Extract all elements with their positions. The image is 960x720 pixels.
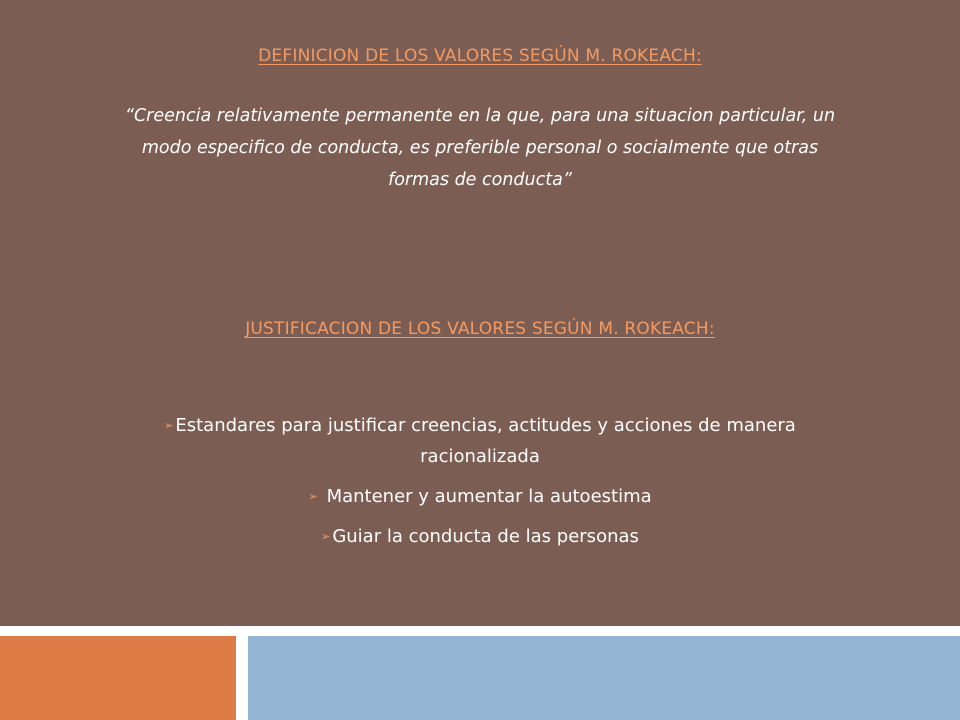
footer-blue-block xyxy=(248,636,960,720)
list-item xyxy=(120,410,840,472)
justification-heading: JUSTIFICACION DE LOS VALORES SEGÚN M. ROKEACH: xyxy=(245,319,715,339)
justification-list xyxy=(120,410,840,561)
definition-heading: DEFINICION DE LOS VALORES SEGÚN M. ROKEACH: xyxy=(258,46,702,66)
list-item xyxy=(120,521,840,552)
list-item-text: Estandares para justificar creencias, actitudes y acciones de manera racionalizada xyxy=(175,415,796,467)
list-item-text: Mantener y aumentar la autoestima xyxy=(326,486,652,507)
arrowhead-right-icon: ➢ xyxy=(321,530,331,543)
list-item-text: Guiar la conducta de las personas xyxy=(332,526,639,547)
arrowhead-right-icon: ➢ xyxy=(164,419,174,432)
footer-orange-block xyxy=(0,636,236,720)
list-item xyxy=(120,481,840,512)
arrowhead-right-icon: ➢ xyxy=(308,490,318,503)
definition-quote: “Creencia relativamente permanente en la que, para una situacion particular, un modo especifico de conducta, es preferible personal o socialmente que otras formas de conducta” xyxy=(124,106,836,190)
